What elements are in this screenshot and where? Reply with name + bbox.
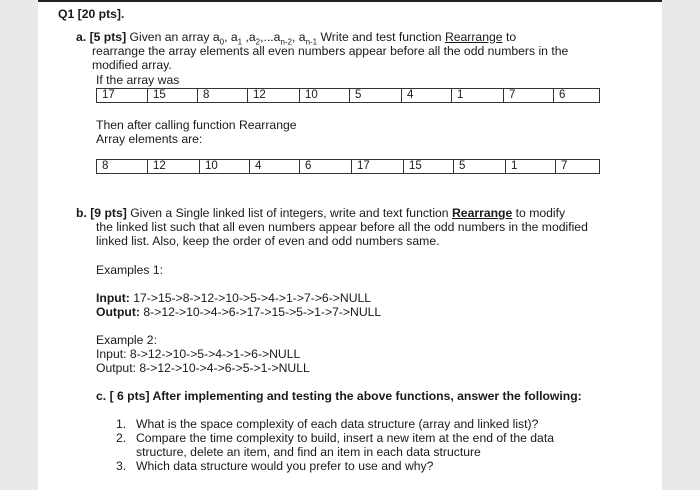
array-cell: 15 <box>403 160 453 173</box>
after-call-line-1: Then after calling function Rearrange <box>96 118 297 132</box>
array-cell: 15 <box>147 89 197 102</box>
document-page: Q1 [20 pts]. a. [5 pts] Given an array $a_0$, $a_1$ $,a_2,...a_{n-2}$, $a_{n-1}$ Write and test function Rearrange to rearrange the array elements all even numbers appear before all the odd numbers in the modified array. If the array was 17 15 8 12 10 5 4 1 7 6 Then after calling function Rearrange Array elements are: 8 12 10 4 6 17 15 5 1 7 b. [9 pts] Given a Single linked list of integers, write and text function Rearrange to modify the linked list such that all even numbers appear before all the odd numbers in the modified linked list. Also, keep the order of even and odd numbers same. Examples 1: Input: 17->15->8->12->10->5->4->1->7->6->NULL Output: 8->12->10->4->6->17->15->5->1->7->NULL Example 2: Input: 8->12->10->5->4->1->6->NULL Output: 8->12->10->4->6->5->1->NULL c. [ 6 pts] After implementing and testing the above functions, answer the following: 1. What is the space complexity of each data structure (array and linked list)? 2. Compare the time complexity to build, insert a new item at the end of the data structure, delete an item, and find an item in each data structure 3. Which data structure would you prefer to use and why? <box>38 0 662 490</box>
example-1-title: Examples 1: <box>96 263 164 277</box>
part-b-marker: b. <box>76 206 87 220</box>
after-call-line-2: Array elements are: <box>96 132 203 146</box>
example-1-output: Output: 8->12->10->4->6->17->15->5->1->7->NULL <box>96 305 382 319</box>
part-a-line-2: rearrange the array elements all even numbers appear before all the odd numbers in the <box>92 44 569 58</box>
part-a-intro: Given an array a <box>129 30 220 44</box>
array-cell: 10 <box>299 89 349 102</box>
part-a-points: [5 pts] <box>89 30 127 44</box>
part-c-heading: c. [ 6 pts] After implementing and testing the above functions, answer the following: <box>96 389 582 403</box>
part-b-points: [9 pts] <box>90 206 127 220</box>
array-cell: 1 <box>505 160 555 173</box>
part-a-intro-rest: Write and test function <box>320 30 442 44</box>
top-rule <box>38 0 662 2</box>
function-name-list: Rearrange <box>451 206 513 220</box>
question-title: Q1 [20 pts]. <box>58 7 125 21</box>
array-cell: 4 <box>249 160 299 173</box>
array-cell: 5 <box>453 160 505 173</box>
example-2-output: Output: 8->12->10->4->6->5->1->NULL <box>96 361 310 375</box>
array-after-table <box>96 159 600 174</box>
part-b-line-1 <box>76 206 565 220</box>
array-cell: 1 <box>451 89 503 102</box>
array-cell: 7 <box>503 89 553 102</box>
array-cell: 6 <box>553 89 599 102</box>
array-cell: 12 <box>147 160 199 173</box>
array-before-table <box>96 88 600 103</box>
array-cell: 4 <box>401 89 451 102</box>
array-cell: 17 <box>102 89 115 101</box>
array-cell: 8 <box>197 89 247 102</box>
part-c-marker: c. <box>96 389 107 403</box>
function-name-array: Rearrange <box>444 30 503 44</box>
array-cell: 12 <box>247 89 299 102</box>
part-b-intro: Given a Single linked list of integers, write and text function <box>130 206 449 220</box>
part-b-line1-end: to modify <box>515 206 566 220</box>
part-a-marker: a. <box>76 30 87 44</box>
if-array-label: If the array was <box>96 73 180 87</box>
example-1-input: Input: 17->15->8->12->10->5->4->1->7->6->NULL <box>96 291 372 305</box>
array-cell: 7 <box>555 160 599 173</box>
example-2-input: Input: 8->12->10->5->4->1->6->NULL <box>96 347 301 361</box>
part-b-line-3: linked list. Also, keep the order of even and odd numbers same. <box>96 234 440 248</box>
array-cell: 17 <box>351 160 403 173</box>
array-cell: 8 <box>102 160 109 172</box>
array-cell: 5 <box>349 89 401 102</box>
array-cell: 10 <box>199 160 249 173</box>
part-b-line-2: the linked list such that all even numbers appear before all the odd numbers in the modified <box>96 220 588 234</box>
example-2-title: Example 2: <box>96 333 157 347</box>
part-a-line1-end: to <box>505 30 517 44</box>
part-a-line-3: modified array. <box>92 58 172 72</box>
array-cell: 6 <box>299 160 351 173</box>
part-a-line-1: a. [5 pts] Given an array $a_0$, $a_1$ $,a_2,...a_{n-2}$, $a_{n-1}$ Write and test function Rearrange to <box>76 30 517 47</box>
